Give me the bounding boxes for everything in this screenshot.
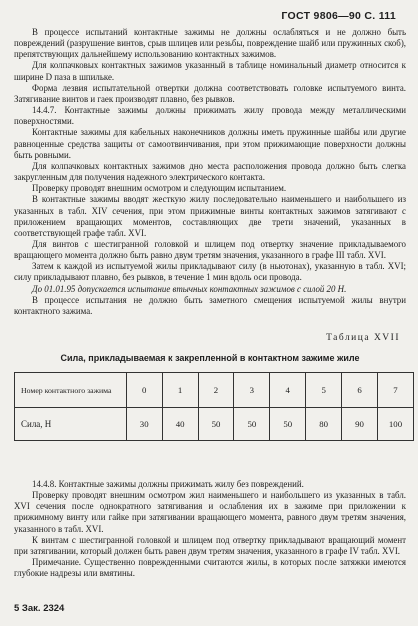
paragraph: Для винтов с шестигранной головкой и шлицем под отвертку значение прикладываемого вращающего момента должно быть равно двум третям значения, указанного в графе III табл. XVI.	[14, 238, 406, 261]
table-caption: Сила, прикладываемая к закрепленной в контактном зажиме жиле	[60, 353, 360, 363]
table-cell: 7	[377, 373, 413, 408]
paragraph: В процессе испытания не должно быть заметного смещения испытуемой жилы внутри контактного зажима.	[14, 294, 406, 316]
paragraph-italic-note: До 01.01.95 допускается испытание втычных контактных зажимов с силой 20 Н.	[32, 283, 347, 294]
body-text-bottom	[14, 479, 406, 579]
body-text-top	[14, 27, 406, 317]
table-row-values	[15, 408, 414, 441]
table-cell: 2	[198, 373, 234, 408]
table-cell: 50	[270, 408, 306, 441]
paragraph: Для колпачковых контактных зажимов указанный в таблице номинальный диаметр относится к ширине D паза в шпильке.	[14, 60, 406, 82]
paragraph: 14.4.8. Контактные зажимы должны прижимать жилу без повреждений.	[32, 479, 304, 489]
table-cell: 1	[162, 373, 198, 408]
table-header-cell: Номер контактного зажима	[15, 373, 127, 408]
paragraph: Форма лезвия испытательной отвертки должна соответствовать головке испытуемого винта. Затягивание винтов и гаек производят плавно, без рывков.	[14, 82, 406, 104]
table-cell: 100	[377, 408, 413, 441]
paragraph: 14.4.7. Контактные зажимы должны прижимать жилу провода между металлическими поверхностями.	[14, 105, 406, 127]
page-footer: 5 Зак. 2324	[14, 603, 65, 614]
paragraph: Проверку проводят внешним осмотром жил наименьшего и наибольшего из указанных в табл. XVI сечения после однократного затягивания и ослабления их в зажиме при приложении к прижимному винту или гайке при затягивании вращающего момента, равного двум третям значения, указанного в табл. XVI.	[14, 490, 406, 534]
table-cell: 50	[198, 408, 234, 441]
table-cell: 5	[306, 373, 342, 408]
paragraph-note: Примечание. Существенно поврежденными считаются жилы, в которых после затяжки имеются глубокие надрезы или вмятины.	[14, 557, 406, 579]
table-cell: 50	[234, 408, 270, 441]
force-table	[14, 372, 414, 441]
table-cell: 4	[270, 373, 306, 408]
table-cell: 30	[126, 408, 162, 441]
page-header: ГОСТ 9806—90 С. 111	[281, 10, 396, 22]
paragraph: В процессе испытаний контактные зажимы не должны ослабляться и не должно быть повреждений (разрушение винтов, срыв шлицев или резьбы, повреждение шайб или пружинных скоб), препятствующих дальнейшему использованию контактных зажимов.	[14, 27, 406, 60]
table-cell: 0	[126, 373, 162, 408]
paragraph: К винтам с шестигранной головкой и шлицем под отвертку прикладывают вращающий момент при затягивании, который должен быть равен двум третям значения, указанного в графе IV табл. XVI.	[14, 534, 406, 556]
paragraph: Для колпачковых контактных зажимов дно места расположения провода должно быть слегка закругленным для получения надежного электрического контакта.	[14, 160, 406, 183]
table-cell: 40	[162, 408, 198, 441]
paragraph: В контактные зажимы вводят жесткую жилу последовательно наименьшего и наибольшего из указанных в табл. XIV сечения, при этом прижимные винты контактных зажимов затягивают с приложением вращающих моментов, составляющих две трети значений, указанных в соответствующей графе табл. XVI.	[14, 194, 406, 238]
paragraph: Затем к каждой из испытуемой жилы прикладывают силу (в ньютонах), указанную в табл. XVI; силу прикладывают плавно, без рывков, в течение 1 мин вдоль оси провода.	[14, 261, 406, 283]
paragraph: Контактные зажимы для кабельных наконечников должны иметь пружинные шайбы или другие равноценные средства защиты от самоотвинчивания, при этом прижимающие поверхности должны быть ровными.	[14, 127, 406, 160]
table-cell: 3	[234, 373, 270, 408]
table-row-header	[15, 373, 414, 408]
paragraph: Проверку проводят внешним осмотром и следующим испытанием.	[32, 183, 287, 194]
table-cell: 6	[342, 373, 378, 408]
table-cell: 80	[306, 408, 342, 441]
table-cell: 90	[342, 408, 378, 441]
table-row-label: Сила, Н	[15, 408, 127, 441]
table-label: Таблица XVII	[326, 333, 400, 343]
